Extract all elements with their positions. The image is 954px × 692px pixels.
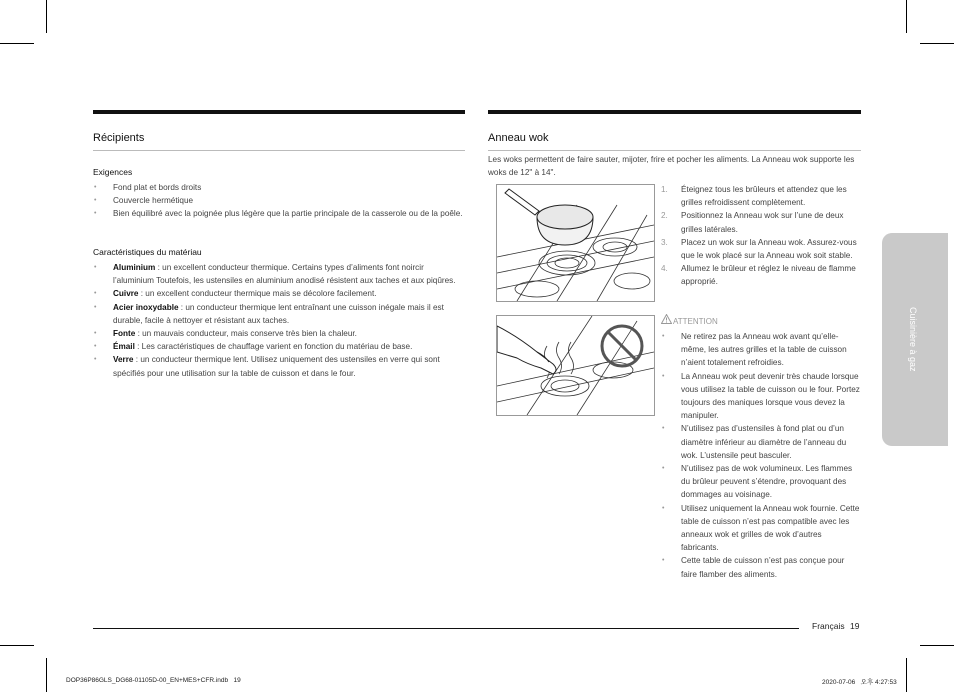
section-rule: [93, 110, 465, 114]
wok-intro: Les woks permettent de faire sauter, mijoter, frire et pocher les aliments. La Anneau wok supporte les woks de 12" à 14".: [488, 155, 855, 178]
section-title-underline: [488, 150, 861, 151]
material-name: Émail: [113, 342, 135, 352]
material-desc: : un conducteur thermique lent entraînant une cuisson inégale mais il est durable, facile à nettoyer et résistant aux taches.: [113, 302, 444, 325]
material-name: Aluminium: [113, 263, 156, 272]
attention-header: [661, 314, 718, 326]
crop-mark: [46, 0, 47, 33]
crop-mark: [0, 43, 34, 44]
section-rule: [488, 110, 861, 114]
crop-mark: [0, 645, 34, 646]
warning-triangle-icon: [661, 314, 673, 326]
material-name: Acier inoxydable: [113, 302, 179, 312]
list-item: [93, 327, 463, 340]
crop-mark: [906, 658, 907, 692]
list-item: [93, 340, 463, 353]
step-item: 2. Positionnez la Anneau wok sur l’une de deux grilles latérales.: [661, 211, 844, 234]
steps-list: [661, 183, 861, 289]
footer-rule: [93, 628, 799, 629]
print-file-name: DOP36P86GLS_DG68-01105D-00_EN+MES+CFR.indb 19: [66, 677, 241, 684]
print-timestamp: 2020-07-06 오후 4:27:53: [822, 679, 897, 686]
chapter-side-tab-label: Cuisinière à gaz: [908, 307, 918, 372]
list-item: • Couvercle hermétique: [93, 194, 463, 207]
crop-mark: [46, 658, 47, 692]
footer-language: Français: [812, 621, 845, 631]
material-desc: : un conducteur thermique lent. Utilisez uniquement des ustensiles en verre qui sont spécifiés pour une utilisation sur la table de cuisson et dans le four.: [113, 355, 440, 378]
step-item: 3. Placez un wok sur la Anneau wok. Assurez-vous que le wok placé sur la Anneau wok soit stable.: [661, 237, 857, 261]
material-name: Verre: [113, 355, 134, 365]
section-title-recipients: Récipients: [93, 132, 145, 144]
list-item: • Ne retirez pas la Anneau wok avant qu’elle-même, les autres grilles et la table de cuisson n’aient totalement refroidies.: [661, 330, 861, 370]
list-item: • N’utilisez pas de wok volumineux. Les flammes du brûleur peuvent s’étendre, provoquant des dommages au voisinage.: [661, 462, 861, 502]
list-item: • Fond plat et bords droits: [93, 181, 463, 194]
page-number: 19: [850, 621, 860, 631]
requirements-title: Exigences: [93, 167, 133, 177]
list-item: • N’utilisez pas d’ustensiles à fond plat ou d’un diamètre inférieur au diamètre de l’anneau du wok. L’ustensile peut basculer.: [661, 422, 861, 462]
step-item: 4. Allumez le brûleur et réglez le niveau de flamme approprié.: [661, 264, 856, 287]
chapter-side-tab: [882, 233, 948, 446]
cautions-list: [661, 330, 861, 581]
material-desc: : un excellent conducteur thermique. Certains types d’aliments font noircir l’aluminium Toutefois, les ustensiles en aluminium anodisé résistent aux taches et aux piqûres.: [113, 263, 456, 286]
materials-list: [93, 261, 463, 380]
section-title-underline: [93, 150, 465, 151]
wok-ring-illustration: [496, 184, 655, 302]
materials-title: Caractéristiques du matériau: [93, 247, 202, 257]
crop-mark: [920, 43, 954, 44]
section-title-wok-ring: Anneau wok: [488, 132, 549, 144]
material-name: Fonte: [113, 329, 136, 339]
list-item: • Utilisez uniquement la Anneau wok fournie. Cette table de cuisson n’est pas compatible avec les anneaux wok et grilles de wok d’autres fabricants.: [661, 502, 861, 555]
hot-ring-drawing: [497, 316, 654, 415]
material-desc: : un excellent conducteur thermique mais se décolore facilement.: [138, 289, 377, 299]
list-item: • Bien équilibré avec la poignée plus légère que la partie principale de la casserole ou de la poêle.: [93, 207, 463, 220]
step-item: 1. Éteignez tous les brûleurs et attendez que les grilles refroidissent complètement.: [661, 185, 847, 208]
crop-mark: [920, 645, 954, 646]
attention-label: ATTENTION: [673, 317, 718, 326]
list-item: [93, 353, 463, 379]
list-item: • La Anneau wok peut devenir très chaude lorsque vous utilisez la table de cuisson ou le four. Portez toujours des maniques lorsque vous devez la manipuler.: [661, 370, 861, 423]
cooktop-drawing: [497, 185, 654, 301]
list-item: [93, 301, 463, 327]
list-item: • Cette table de cuisson n’est pas conçue pour faire flamber des aliments.: [661, 554, 861, 580]
material-name: Cuivre: [113, 289, 139, 299]
crop-mark: [906, 0, 907, 33]
list-item: [93, 287, 463, 300]
list-item: [93, 261, 463, 287]
requirements-list: [93, 181, 463, 221]
material-desc: : un mauvais conducteur, mais conserve très bien la chaleur.: [135, 329, 357, 339]
material-desc: : Les caractéristiques de chauffage varient en fonction du matériau de base.: [134, 342, 413, 352]
hot-ring-warning-illustration: [496, 315, 655, 416]
